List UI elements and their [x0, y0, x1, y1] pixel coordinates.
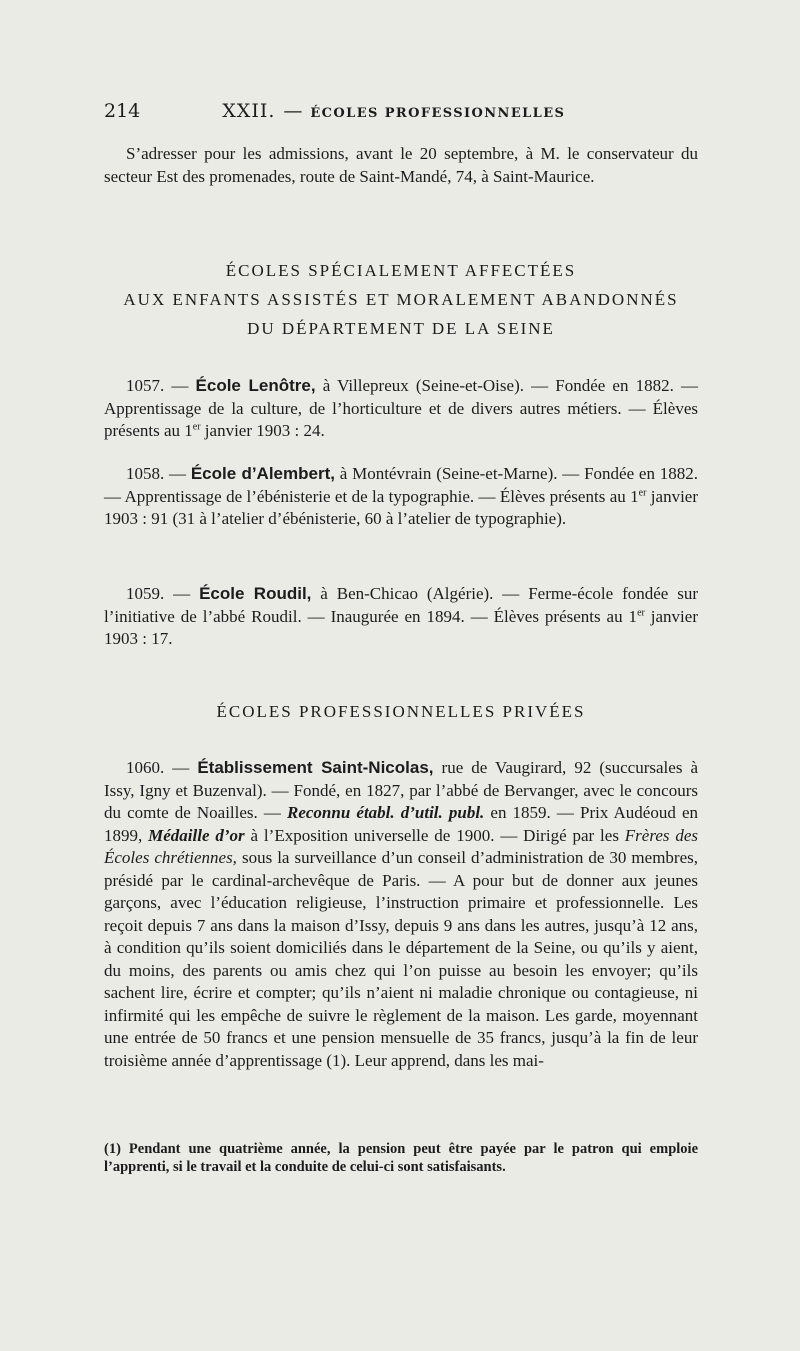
- entry-text: à Montévrain (Seine-et-Marne). — Fondée en 1882. — Apprentissage de l’ébénisterie et de la typographie. — Élèves présents au 1: [104, 464, 698, 506]
- entry-number: 1059. —: [126, 584, 200, 603]
- entry-number: 1057. —: [126, 376, 196, 395]
- entry-text: à Ben-Chicao (Algérie). — Ferme-école fondée sur l’initiative de l’abbé Roudil. — Inaugurée en 1894. — Élèves présents au 1: [104, 584, 698, 626]
- italic-text-3: Frères des Écoles chrétiennes,: [104, 825, 699, 867]
- entry-1059: [104, 583, 698, 651]
- entry-name: École Lenôtre,: [195, 376, 316, 395]
- entry-text-end: janvier 1903 : 91 (31 à l’atelier d’ébénisterie, 60 à l’atelier de typographie).: [104, 486, 699, 528]
- entry-text-end: janvier 1903 : 24.: [200, 421, 325, 440]
- superscript: er: [638, 486, 647, 498]
- italic-text-2: Médaille d’or: [148, 825, 245, 845]
- entry-text-4: sous la surveillance d’un conseil d’administration de 30 membres, présidé par le cardinal-archevêque de Paris. — A pour but de donner aux jeunes garçons, avec l’éducation religieuse, l’instruction primaire et professionnelle. Les reçoit depuis 7 ans dans la maison d’Issy, depuis 9 ans dans les autres, jusqu’à 12 ans, à condition qu’ils soient domiciliés dans le département de la Seine, ou qu’ils y aient, du moins, des parents ou amis chez qui l’on puisse au besoin les envoyer; qu’ils sachent lire, écrire et compter; qu’ils n’aient ni maladie chronique ou contagieuse, ni infirmité qui les empêche de suivre le règlement de la maison. Les garde, moyennant une entrée de 50 francs et une pension mensuelle de 35 francs, jusqu’à la fin de leur troisième année d’apprentissage (1). Leur apprend, dans les mai-: [104, 848, 698, 1070]
- section-title-line-3: DU DÉPARTEMENT DE LA SEINE: [247, 319, 555, 338]
- entry-text-2: en 1859. — Prix Audéoud en 1899,: [104, 803, 698, 845]
- chapter-number: XXII.: [222, 100, 276, 122]
- page-number: 214: [104, 100, 141, 122]
- entry-name: Établissement Saint-Nicolas,: [197, 758, 434, 777]
- header-separator: —: [283, 100, 303, 122]
- entry-1058: [104, 463, 698, 531]
- section-title-line-1: ÉCOLES SPÉCIALEMENT AFFECTÉES: [225, 261, 577, 280]
- entry-text-end: janvier 1903 : 17.: [104, 606, 698, 648]
- entry-1057: [104, 375, 698, 443]
- section-title-line-2: AUX ENFANTS ASSISTÉS ET MORALEMENT ABANDONNÉS: [123, 290, 679, 309]
- entry-number: 1058. —: [126, 464, 191, 483]
- italic-text-1: Reconnu établ. d’util. publ.: [287, 803, 485, 822]
- entry-1060: [104, 757, 698, 1072]
- entry-text: à Villepreux (Seine-et-Oise). — Fondée en 1882. — Apprentissage de la culture, de l’horticulture et de divers autres métiers. — Élèves présents au 1: [104, 376, 699, 440]
- entry-name: École Roudil,: [199, 584, 312, 603]
- intro-paragraph: S’adresser pour les admissions, avant le 20 septembre, à M. le conservateur du secteur Est des promenades, route de Saint-Mandé, 74, à Saint-Maurice.: [104, 144, 698, 186]
- section-title-private: ÉCOLES PROFESSIONNELLES PRIVÉES: [216, 702, 586, 721]
- entry-number: 1060. —: [126, 758, 198, 777]
- chapter-title: ÉCOLES PROFESSIONNELLES: [310, 106, 566, 121]
- entry-name: École d’Alembert,: [190, 464, 335, 483]
- entry-text: rue de Vaugirard, 92 (succursales à Issy, Igny et Buzenval). — Fondé, en 1827, par l’abbé de Bervanger, avec le concours du comte de Noailles. —: [104, 758, 699, 822]
- running-header: [104, 100, 698, 122]
- superscript: er: [192, 421, 201, 433]
- entry-text-3: à l’Exposition universelle de 1900. — Dirigé par les: [244, 825, 625, 845]
- footnote: (1) Pendant une quatrième année, la pension peut être payée par le patron qui emploie l’apprenti, si le travail et la conduite de celui-ci sont satisfaisants.: [104, 1141, 698, 1175]
- superscript: er: [637, 606, 645, 618]
